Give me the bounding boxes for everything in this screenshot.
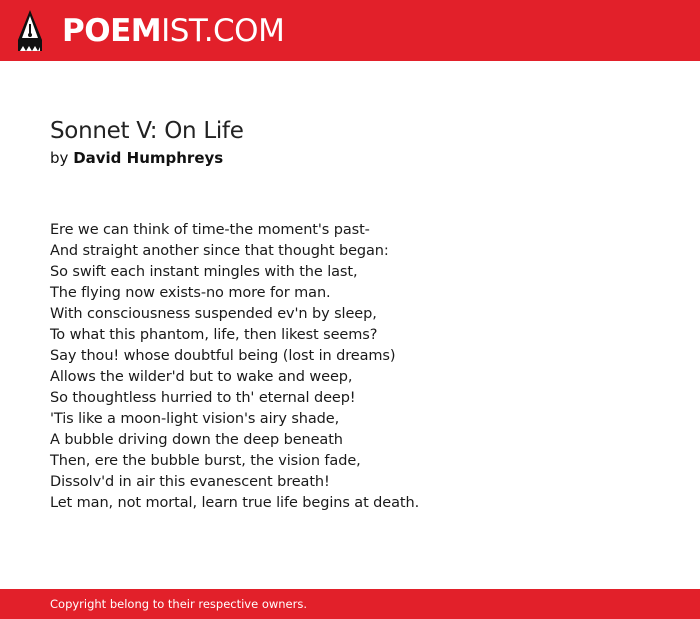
poem-title: Sonnet V: On Life bbox=[50, 118, 244, 144]
poem-line: Ere we can think of time-the moment's past- bbox=[50, 222, 370, 238]
pen-nib-icon[interactable] bbox=[17, 10, 43, 51]
poem-line: The flying now exists-no more for man. bbox=[50, 285, 331, 301]
poem-line: And straight another since that thought began: bbox=[50, 243, 389, 259]
site-footer bbox=[0, 589, 700, 619]
poem-line: A bubble driving down the deep beneath bbox=[50, 432, 343, 448]
poem-line: Then, ere the bubble burst, the vision fade, bbox=[50, 453, 361, 469]
byline bbox=[50, 148, 670, 168]
poem-body bbox=[50, 220, 670, 514]
poem-line: To what this phantom, life, then likest seems? bbox=[50, 327, 378, 343]
by-label: by bbox=[50, 149, 69, 167]
logo-text-light: IST.COM bbox=[161, 13, 285, 49]
poem-line: Say thou! whose doubtful being (lost in dreams) bbox=[50, 348, 396, 364]
poem-line: Dissolv'd in air this evanescent breath! bbox=[50, 474, 330, 490]
poem-content bbox=[50, 116, 670, 514]
poem-line: So swift each instant mingles with the last, bbox=[50, 264, 358, 280]
poem-line: 'Tis like a moon-light vision's airy shade, bbox=[50, 411, 340, 427]
copyright-text: Copyright belong to their respective owners. bbox=[50, 597, 308, 611]
site-logo[interactable] bbox=[62, 13, 284, 49]
author-name: David Humphreys bbox=[73, 149, 224, 167]
logo-text-bold: POEM bbox=[62, 13, 162, 49]
poem-line: So thoughtless hurried to th' eternal deep! bbox=[50, 390, 356, 406]
site-header bbox=[0, 0, 700, 61]
poem-line: Let man, not mortal, learn true life begins at death. bbox=[50, 495, 420, 511]
poem-line: With consciousness suspended ev'n by sleep, bbox=[50, 306, 377, 322]
poem-line: Allows the wilder'd but to wake and weep, bbox=[50, 369, 353, 385]
